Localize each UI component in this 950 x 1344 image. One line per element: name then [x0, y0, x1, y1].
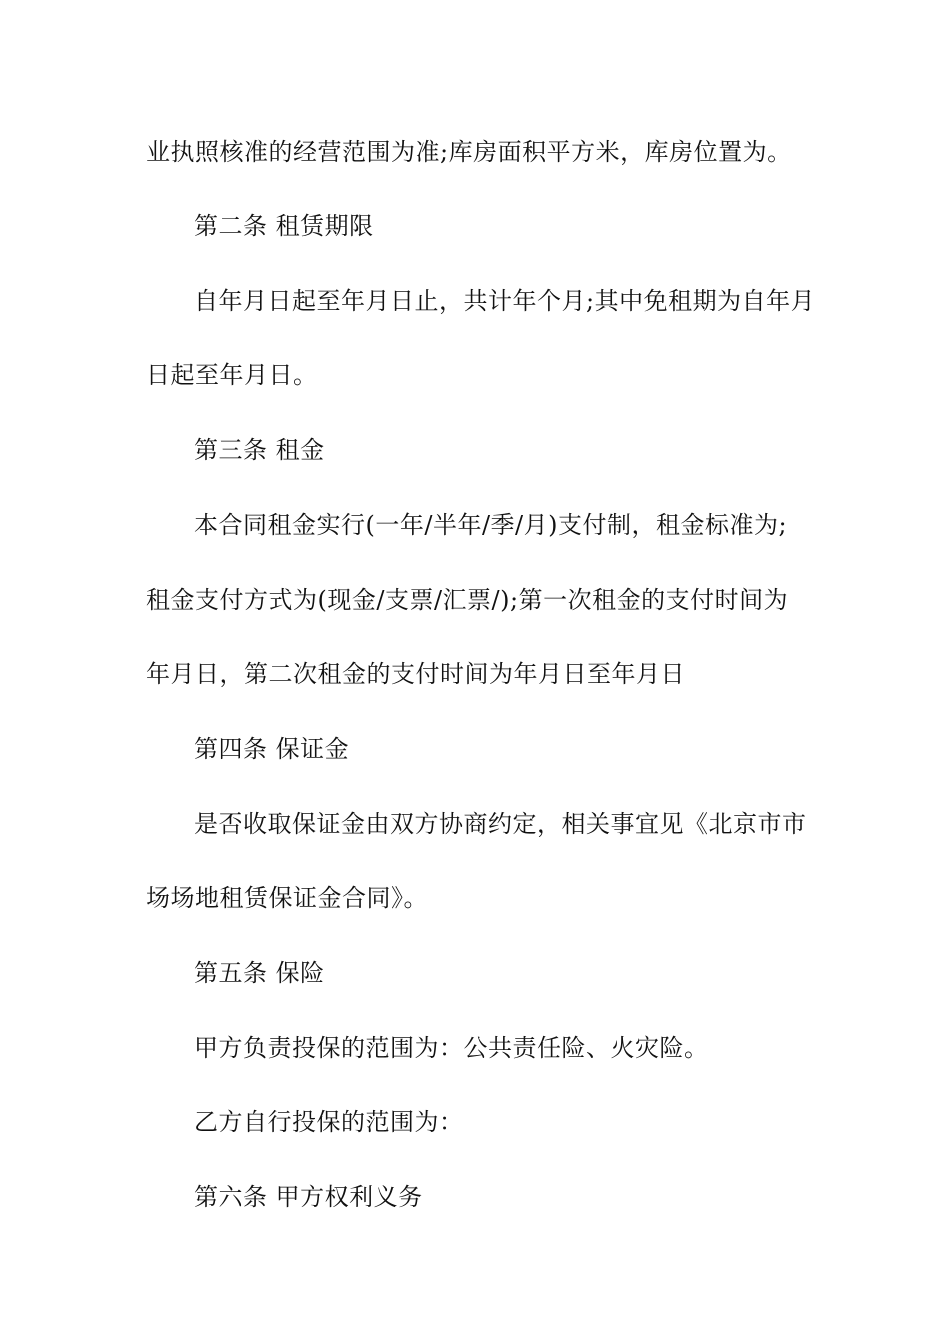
- paragraph-line: 乙方自行投保的范围为：: [194, 1108, 464, 1136]
- paragraph-line: 甲方负责投保的范围为：公共责任险、火灾险。: [194, 1034, 709, 1062]
- paragraph-line: 自年月日起至年月日止，共计年个月;其中免租期为自年月: [194, 287, 816, 315]
- section-heading: 第五条 保险: [194, 959, 325, 987]
- paragraph-line: 是否收取保证金由双方协商约定，相关事宜见《北京市市: [194, 810, 807, 838]
- section-heading: 第四条 保证金: [194, 735, 350, 763]
- paragraph-line: 年月日，第二次租金的支付时间为年月日至年月日: [146, 660, 685, 688]
- paragraph-line: 日起至年月日。: [146, 361, 318, 389]
- paragraph-line: 业执照核准的经营范围为准;库房面积平方米，库房位置为。: [146, 138, 792, 166]
- paragraph-line: 场场地租赁保证金合同》。: [146, 884, 428, 912]
- section-heading: 第二条 租赁期限: [194, 212, 374, 240]
- section-heading: 第六条 甲方权利义务: [194, 1183, 423, 1211]
- section-heading: 第三条 租金: [194, 436, 325, 464]
- paragraph-line: 租金支付方式为(现金/支票/汇票/);第一次租金的支付时间为: [146, 586, 789, 614]
- paragraph-line: 本合同租金实行(一年/半年/季/月)支付制，租金标准为;: [194, 511, 788, 539]
